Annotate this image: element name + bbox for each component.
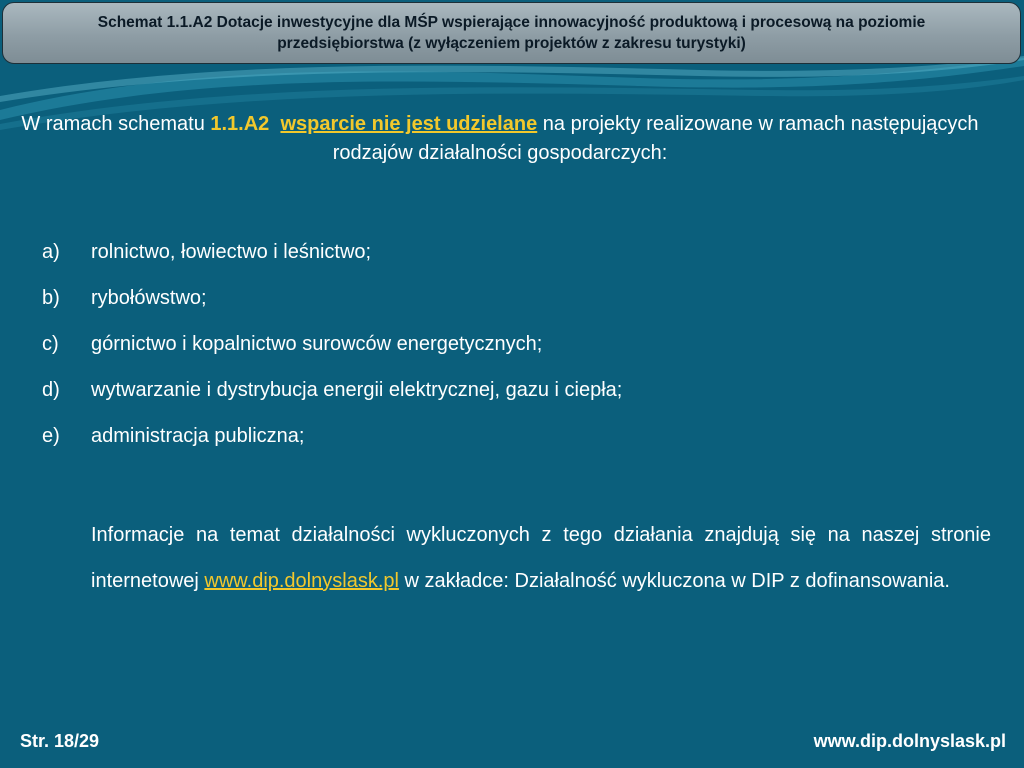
slide-title: [98, 12, 926, 54]
excluded-activities-list: [42, 237, 982, 467]
title-line-2: przedsiębiorstwa (z wyłączeniem projektów z zakresu turystyki): [277, 35, 746, 52]
list-item-letter: b): [42, 287, 60, 309]
list-item-letter: c): [42, 333, 59, 355]
title-line-1: Schemat 1.1.A2 Dotacje inwestycyjne dla MŚP wspierające innowacyjność produktową i procesową na poziomie: [97, 14, 926, 31]
list-item-text: górnictwo i kopalnictwo surowców energetycznych;: [91, 333, 543, 355]
list-item: [42, 421, 982, 467]
scheme-code: 1.1.A2: [210, 113, 270, 135]
website-link[interactable]: www.dip.dolnyslask.pl: [204, 570, 399, 592]
page-number: Str. 18/29: [20, 731, 100, 751]
list-item: [42, 329, 982, 375]
list-item-text: wytwarzanie i dystrybucja energii elektrycznej, gazu i ciepła;: [91, 379, 623, 401]
list-item-text: rolnictwo, łowiectwo i leśnictwo;: [91, 241, 372, 263]
list-item-text: rybołówstwo;: [91, 287, 207, 309]
list-item-text: administracja publiczna;: [91, 425, 305, 447]
list-item: [42, 283, 982, 329]
list-item: [42, 375, 982, 421]
list-item-letter: e): [42, 425, 60, 447]
intro-paragraph: [20, 110, 980, 168]
list-item-letter: d): [42, 379, 60, 401]
info-part-2: w zakładce: Działalność wykluczona w DIP z dofinansowania.: [398, 570, 950, 592]
list-item-letter: a): [42, 241, 60, 263]
footer-website: www.dip.dolnyslask.pl: [813, 731, 1006, 751]
support-not-granted: wsparcie nie jest udzielane: [280, 113, 538, 135]
intro-part-1: W ramach schematu: [21, 113, 211, 135]
slide-title-box: [2, 2, 1021, 64]
intro-part-2: na projekty realizowane w ramach następujących rodzajów działalności gospodarczych:: [332, 113, 979, 164]
list-item: [42, 237, 982, 283]
info-paragraph: [91, 512, 991, 604]
info-part-1: Informacje na temat działalności wykluczonych z tego działania znajdują się na naszej stronie internetowej: [91, 524, 991, 592]
